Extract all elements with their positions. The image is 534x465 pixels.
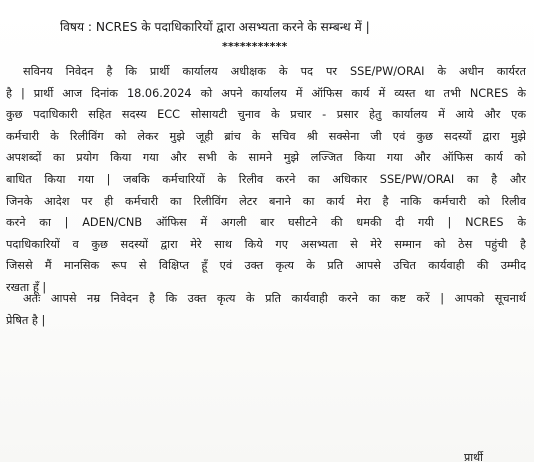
- body-line: सविनय निवेदन है कि प्रार्थी कार्यालय अधीक्षक के पद पर SSE/PW/ORAI के अधीन कार्यरत: [23, 65, 526, 78]
- closing-line: अतः आपसे नम्र निवेदन है कि उक्त कृत्य के प्रति कार्यवाही करने का कष्ट करें | आपको सूचनार्थ: [23, 292, 526, 305]
- body-line: जिससे मैं मानसिक रूप से विक्षिप्त हूँ एवं उक्त कृत्य के प्रति आपसे उचित कार्यवाही की उम्मीद: [6, 259, 526, 273]
- letter-subject: विषय : NCRES के पदाधिकारियों द्वारा असभ्यता करने के सम्बन्ध में |: [60, 20, 370, 34]
- body-line: करने का | ADEN/CNB ऑफिस में अगली बार घसीटने की धमकी दी गयी | NCRES के: [6, 216, 526, 230]
- body-line: है | प्रार्थी आज दिनांक 18.06.2024 को अपने कार्यालय में ऑफिस कार्य में व्यस्त था तभी NCRES के: [6, 86, 526, 100]
- body-line: कुछ पदाधिकारी सहित सदस्य ECC सोसायटी चुनाव के प्रचार - प्रसार हेतु कार्यालय में आये और एक: [6, 108, 526, 122]
- body-line: पदाधिकारियों व कुछ सदस्यों द्वारा मेरे साथ किये गए असभ्यता से मेरे सम्मान को ठेस पहुंची है: [6, 237, 526, 251]
- separator-stars: ***********: [222, 40, 288, 53]
- letter-body: [6, 61, 526, 299]
- body-line: रखता हूँ |: [6, 280, 47, 294]
- body-line: कर्मचारी के रिलीविंग को लेकर मुझे जूही ब्रांच के सचिव श्री सक्सेना जी एवं कुछ सदस्यों द्वारा मुझे: [6, 129, 526, 143]
- letter-closing: [6, 288, 526, 331]
- sender-label: प्रार्थी: [464, 451, 483, 464]
- body-line: अपशब्दों का प्रयोग किया गया और सभी के सामने मुझे लज्जित किया गया और ऑफिस कार्य को: [6, 151, 526, 165]
- body-line: जिनके आदेश पर ही कर्मचारी का रिलीविंग लेटर बनाने का कार्य मेरा है नाकि कर्मचारी को रिलीव: [6, 194, 526, 208]
- closing-line: प्रेषित है |: [6, 313, 46, 327]
- body-line: बाधित किया गया | जबकि कर्मचारियों के रिलीव करने का अधिकार SSE/PW/ORAI का है और: [6, 172, 526, 186]
